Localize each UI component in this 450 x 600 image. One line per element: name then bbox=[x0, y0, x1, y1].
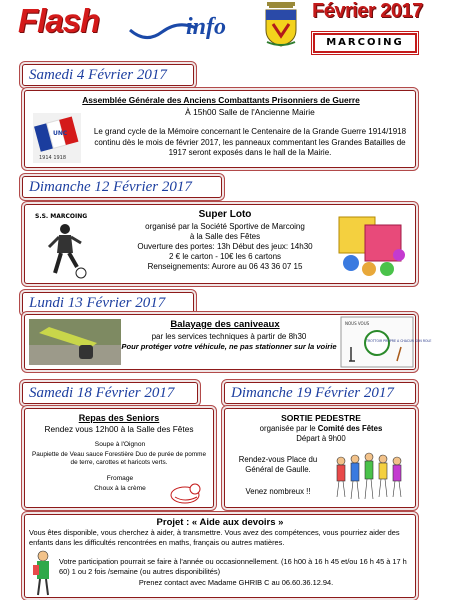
event-title: Repas des Seniors bbox=[78, 413, 160, 423]
loto-line-5: Renseignements: Aurore au 06 43 36 07 15 bbox=[147, 262, 303, 271]
event-panel-sortie bbox=[224, 408, 416, 508]
walkers-icon bbox=[329, 443, 413, 505]
event-title: Balayage des caniveaux bbox=[170, 319, 280, 330]
issue-month: Février 2017 bbox=[312, 0, 423, 22]
event-panel-repas bbox=[24, 408, 214, 508]
sortie-organizer bbox=[229, 424, 413, 433]
event-title: Assemblée Générale des Anciens Combattants Prisonniers de Guerre bbox=[82, 95, 360, 105]
flag-year: 1914 1918 bbox=[39, 155, 67, 161]
event-title: SORTIE PEDESTRE bbox=[281, 413, 361, 423]
project-p1: Vous êtes disponible, vous cherchez à aider, à transmettre. Vous avez des compétences, vous pourriez aider des enfants dans les difficultés rencontrées en maths, français ou autres matières. bbox=[29, 528, 400, 547]
menu-item-1: Soupe à l'Oignon bbox=[94, 441, 146, 448]
flag-text: UNC bbox=[53, 130, 68, 137]
balayage-line-2: Pour protéger votre véhicule, ne pas stationner sur la voirie bbox=[121, 342, 337, 351]
event-panel-loto bbox=[24, 204, 416, 284]
sign-top: NOUS VOUS bbox=[345, 321, 370, 326]
repas-subtitle: Rendez vous 12h00 à la Salle des Fêtes bbox=[44, 424, 194, 434]
loto-line-4: 2 € le carton - 10€ les 6 cartons bbox=[168, 252, 282, 261]
menu-item-2: Paupiette de Veau sauce Forestière Duo de purée de pomme de terre, carottes et haricots verts. bbox=[31, 451, 207, 467]
trottoir-propre-icon bbox=[341, 317, 432, 367]
day-banner-dimanche-19 bbox=[224, 382, 416, 404]
town-sign: MARCOING bbox=[313, 33, 417, 53]
flag-image bbox=[33, 113, 81, 163]
info-title: info bbox=[186, 14, 227, 40]
teacher-icon bbox=[29, 549, 57, 597]
project-panel bbox=[24, 514, 416, 598]
project-title: Projet : « Aide aux devoirs » bbox=[156, 517, 284, 528]
day-label: Samedi 4 Février 2017 bbox=[29, 67, 167, 83]
day-label: Dimanche 19 Février 2017 bbox=[231, 385, 394, 401]
loto-balls-icon bbox=[335, 213, 411, 279]
day-label: Lundi 13 Février 2017 bbox=[29, 295, 166, 311]
menu-item-4: Choux à la crème bbox=[94, 485, 146, 492]
sortie-meet: Rendez-vous Place du Général de Gaulle. bbox=[238, 455, 318, 474]
organizer-prefix: organisée par le bbox=[259, 424, 318, 433]
loto-line-1: organisé par la Société Sportive de Marcoing bbox=[145, 222, 305, 231]
event-panel-balayage bbox=[24, 314, 432, 370]
sortie-welcome: Venez nombreux !! bbox=[245, 487, 311, 496]
project-p3: Prenez contact avec Madame GHRIB C au 06.60.36.12.94. bbox=[138, 578, 334, 587]
day-banner-samedi-4 bbox=[22, 64, 194, 86]
gutter-photo bbox=[29, 319, 121, 365]
day-banner-lundi-13 bbox=[22, 292, 194, 314]
event-panel-ag bbox=[24, 90, 416, 168]
loto-line-3: Ouverture des portes: 13h Début des jeux: 14h30 bbox=[137, 242, 313, 251]
chef-icon bbox=[169, 481, 209, 505]
sign-text: TROTTOIR PROPRE A CHACUN SON ROLE bbox=[366, 339, 432, 343]
club-name: S.S. MARCOING bbox=[35, 213, 88, 220]
loto-line-2: à la Salle des Fêtes bbox=[189, 232, 261, 241]
day-label: Dimanche 12 Février 2017 bbox=[29, 179, 192, 195]
flash-title: Flash bbox=[18, 2, 100, 39]
town-crest-icon bbox=[263, 2, 299, 46]
event-title: Super Loto bbox=[198, 209, 252, 220]
event-time: À 15h00 Salle de l'Ancienne Mairie bbox=[185, 107, 315, 117]
day-banner-samedi-18 bbox=[22, 382, 198, 404]
organizer-name: Comité des Fêtes bbox=[317, 424, 383, 433]
project-p2: Votre participation pourrait se faire à l'année ou occasionnellement. (16 h00 à 16 h 45 et/ou 16 h 45 à 17 h 60) 1 ou 2 fois /semaine (ou autres disponibilités) bbox=[59, 557, 407, 576]
event-body: Le grand cycle de la Mémoire concernant le Centenaire de la Grande Guerre 1914/1918 continu dès le mois de février 2017, les panneaux commentant les Grandes Batailles de 1917 seront exposés dans le hall de la Mairie. bbox=[93, 127, 407, 157]
sortie-depart: Départ à 9h00 bbox=[296, 434, 346, 443]
menu-item-3: Fromage bbox=[106, 475, 134, 482]
balayage-line-1: par les services techniques à partir de 8h30 bbox=[151, 332, 307, 341]
footballer-icon bbox=[37, 221, 91, 281]
day-label: Samedi 18 Février 2017 bbox=[29, 385, 175, 401]
day-banner-dimanche-12 bbox=[22, 176, 222, 198]
